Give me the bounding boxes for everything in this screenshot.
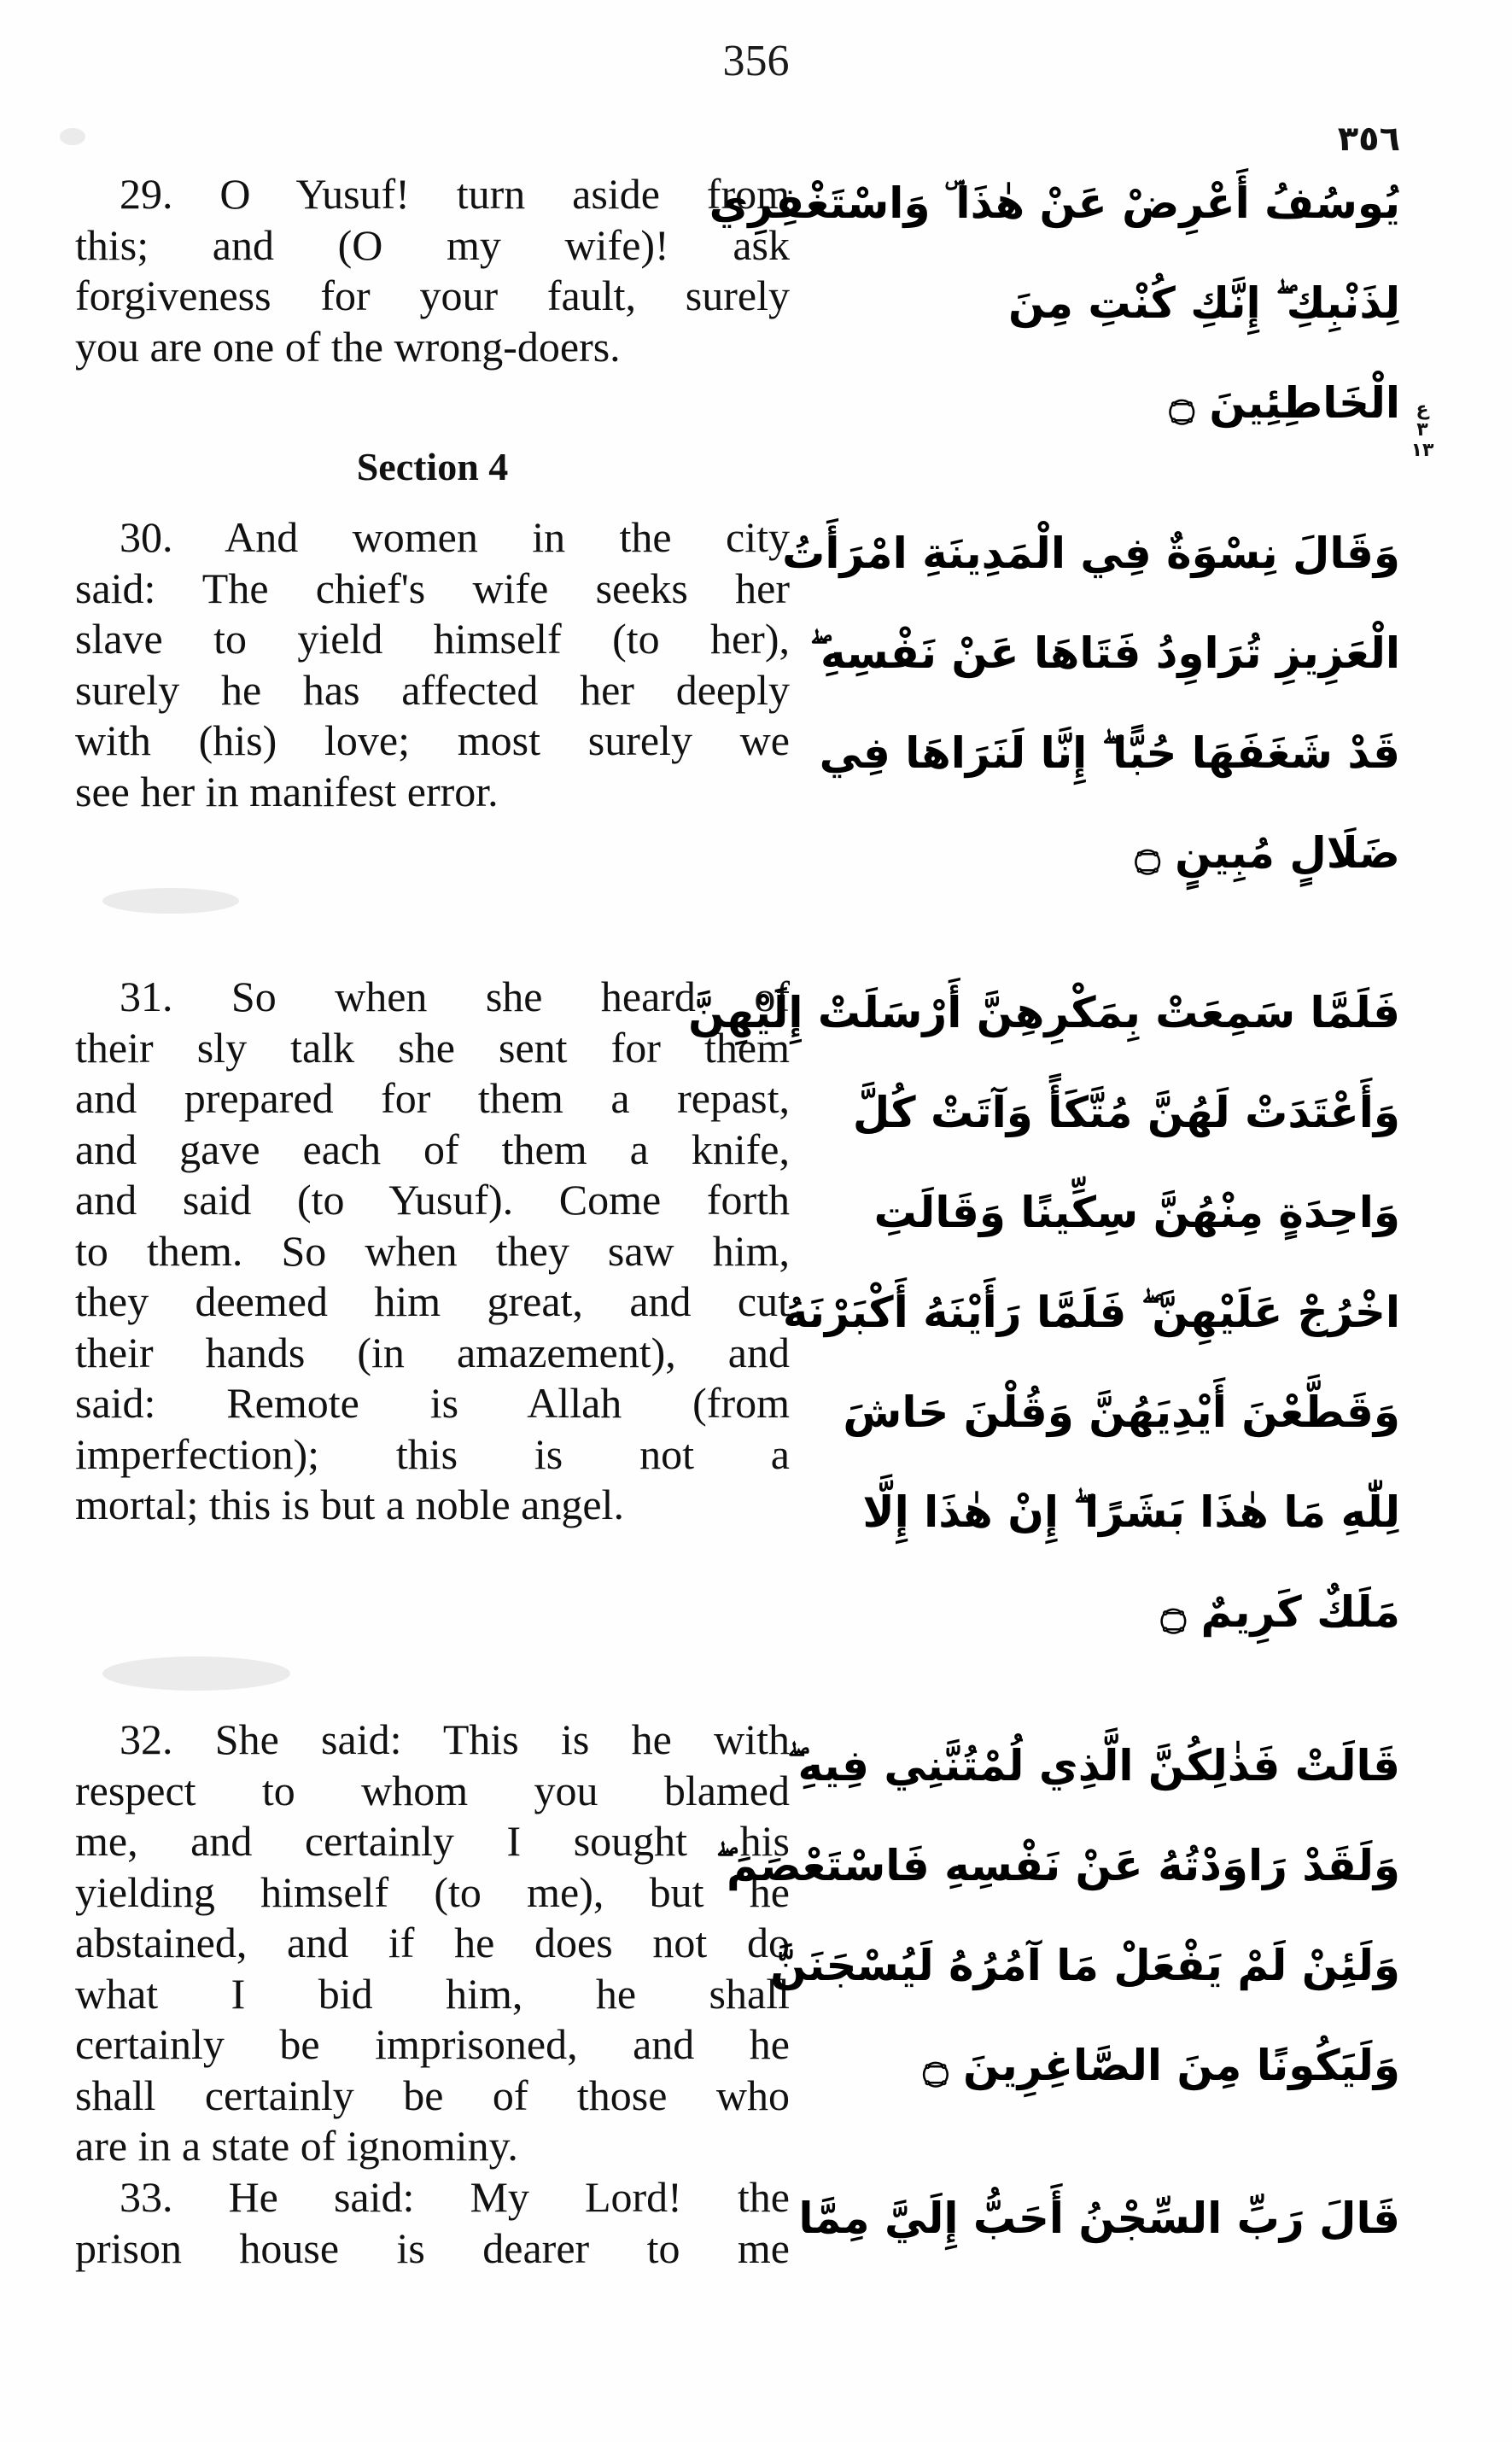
verse-30-english [75, 512, 790, 817]
verse-line: 31. So when she heard of [120, 973, 790, 1020]
arabic-line: وَلَيَكُونًا مِنَ الصَّاغِرِينَ ۝ [923, 2041, 1400, 2090]
verse-line: 29. O Yusuf! turn aside from [120, 170, 790, 218]
verse-line: certainly be imprisoned, and he [75, 2020, 790, 2068]
verse-line: me, and certainly I sought his [75, 1817, 790, 1865]
arabic-line: وَلَئِنْ لَمْ يَفْعَلْ مَا آمُرُهُ لَيُسْجَنَنَّ [770, 1941, 1400, 1990]
verse-line: abstained, and if he does not do [75, 1919, 790, 1966]
ruku-marker: ع ٣ ١٣ [1410, 399, 1434, 461]
verse-line: shall certainly be of those who [75, 2071, 790, 2119]
page-number: 356 [722, 37, 790, 85]
arabic-line: الْعَزِيزِ تُرَاوِدُ فَتَاهَا عَنْ نَفْسِهِ ۖ [809, 628, 1400, 678]
verse-31-english [75, 972, 790, 1531]
verse-line: their sly talk she sent for them [75, 1023, 790, 1072]
verse-33-english [75, 2172, 790, 2274]
verse-line: with (his) love; most surely we [75, 716, 790, 764]
arabic-line: يُوسُفُ أَعْرِضْ عَنْ هٰذَا ۜ وَاسْتَغْفِرِي [709, 178, 1400, 228]
verse-line: this; and (O my wife)! ask [75, 220, 790, 269]
verse-line: you are one of the wrong-doers. [75, 322, 621, 371]
verse-line: mortal; this is but a noble angel. [75, 1481, 624, 1528]
verse-line: and said (to Yusuf). Come forth [75, 1176, 790, 1224]
verse-line: slave to yield himself (to her), [75, 615, 790, 663]
arabic-line: ضَلَالٍ مُبِينٍ ۝ [1135, 828, 1400, 878]
arabic-line: قَالَتْ فَذٰلِكُنَّ الَّذِي لُمْتُنَّنِي فِيهِ ۖ [786, 1741, 1400, 1791]
verse-31-arabic [688, 963, 1400, 1662]
arabic-line: مَلَكٌ كَرِيمٌ ۝ [1160, 1587, 1400, 1637]
arabic-line: الْخَاطِئِينَ ۝ [1169, 378, 1400, 428]
arabic-line: اخْرُجْ عَلَيْهِنَّ ۖ فَلَمَّا رَأَيْنَهُ أَكْبَرْنَهُ [782, 1288, 1400, 1337]
verse-line: to them. So when they saw him, [75, 1226, 790, 1275]
verse-line: their hands (in amazement), and [75, 1328, 790, 1376]
verse-line: and prepared for them a repast, [75, 1074, 790, 1122]
verse-line: what I bid him, he shall [75, 1969, 790, 2018]
arabic-line: وَقَالَ نِسْوَةٌ فِي الْمَدِينَةِ امْرَأَتُ [782, 529, 1400, 578]
verse-line: yielding himself (to me), but he [75, 1867, 790, 1916]
arabic-line: لِذَنْبِكِ ۖ إِنَّكِ كُنْتِ مِنَ [1008, 278, 1400, 328]
verse-line: said: Remote is Allah (from [75, 1379, 790, 1427]
verse-line: surely he has affected her deeply [75, 665, 790, 714]
verse-30-arabic [782, 504, 1400, 903]
arabic-line: قَالَ رَبِّ السِّجْنُ أَحَبُّ إِلَيَّ مِمَّا [798, 2194, 1400, 2243]
verse-line: respect to whom you blamed [75, 1766, 790, 1814]
arabic-page-number: ٣٥٦ [1337, 120, 1400, 159]
section-heading: Section 4 [356, 445, 509, 488]
verse-32-english [75, 1715, 790, 2172]
scan-speck [102, 888, 239, 914]
verse-line: said: The chief's wife seeks her [75, 564, 790, 612]
verse-29-arabic [709, 154, 1400, 453]
verse-line: 30. And women in the city [120, 513, 790, 561]
verse-line: 33. He said: My Lord! the [120, 2173, 790, 2221]
arabic-line: وَأَعْتَدَتْ لَهُنَّ مُتَّكَأً وَآتَتْ كُلَّ [852, 1088, 1400, 1137]
arabic-line: وَقَطَّعْنَ أَيْدِيَهُنَّ وَقُلْنَ حَاشَ [843, 1388, 1400, 1437]
verse-line: are in a state of ignominy. [75, 2122, 518, 2170]
arabic-line: وَاحِدَةٍ مِنْهُنَّ سِكِّينًا وَقَالَتِ [873, 1188, 1400, 1237]
verse-line: see her in manifest error. [75, 767, 499, 815]
verse-line: prison house is dearer to me [75, 2223, 790, 2272]
arabic-line: فَلَمَّا سَمِعَتْ بِمَكْرِهِنَّ أَرْسَلَتْ إِلَيْهِنَّ [688, 988, 1400, 1037]
scan-speck [60, 128, 85, 145]
verse-line: and gave each of them a knife, [75, 1125, 790, 1173]
verse-33-arabic [798, 2169, 1400, 2269]
verse-line: 32. She said: This is he with [120, 1715, 790, 1763]
verse-29-english [75, 169, 790, 372]
verse-32-arabic [715, 1716, 1400, 2116]
scan-speck [102, 1656, 290, 1691]
arabic-line: قَدْ شَغَفَهَا حُبًّا ۖ إِنَّا لَنَرَاهَا فِي [819, 728, 1400, 778]
verse-line: imperfection); this is not a [75, 1429, 790, 1478]
arabic-line: لِلّٰهِ مَا هٰذَا بَشَرًا ۖ إِنْ هٰذَا إِلَّا [862, 1487, 1400, 1537]
verse-line: they deemed him great, and cut [75, 1277, 790, 1325]
verse-line: forgiveness for your fault, surely [75, 272, 790, 319]
arabic-line: وَلَقَدْ رَاوَدْتُهُ عَنْ نَفْسِهِ فَاسْتَعْصَمَ ۖ [715, 1841, 1400, 1890]
